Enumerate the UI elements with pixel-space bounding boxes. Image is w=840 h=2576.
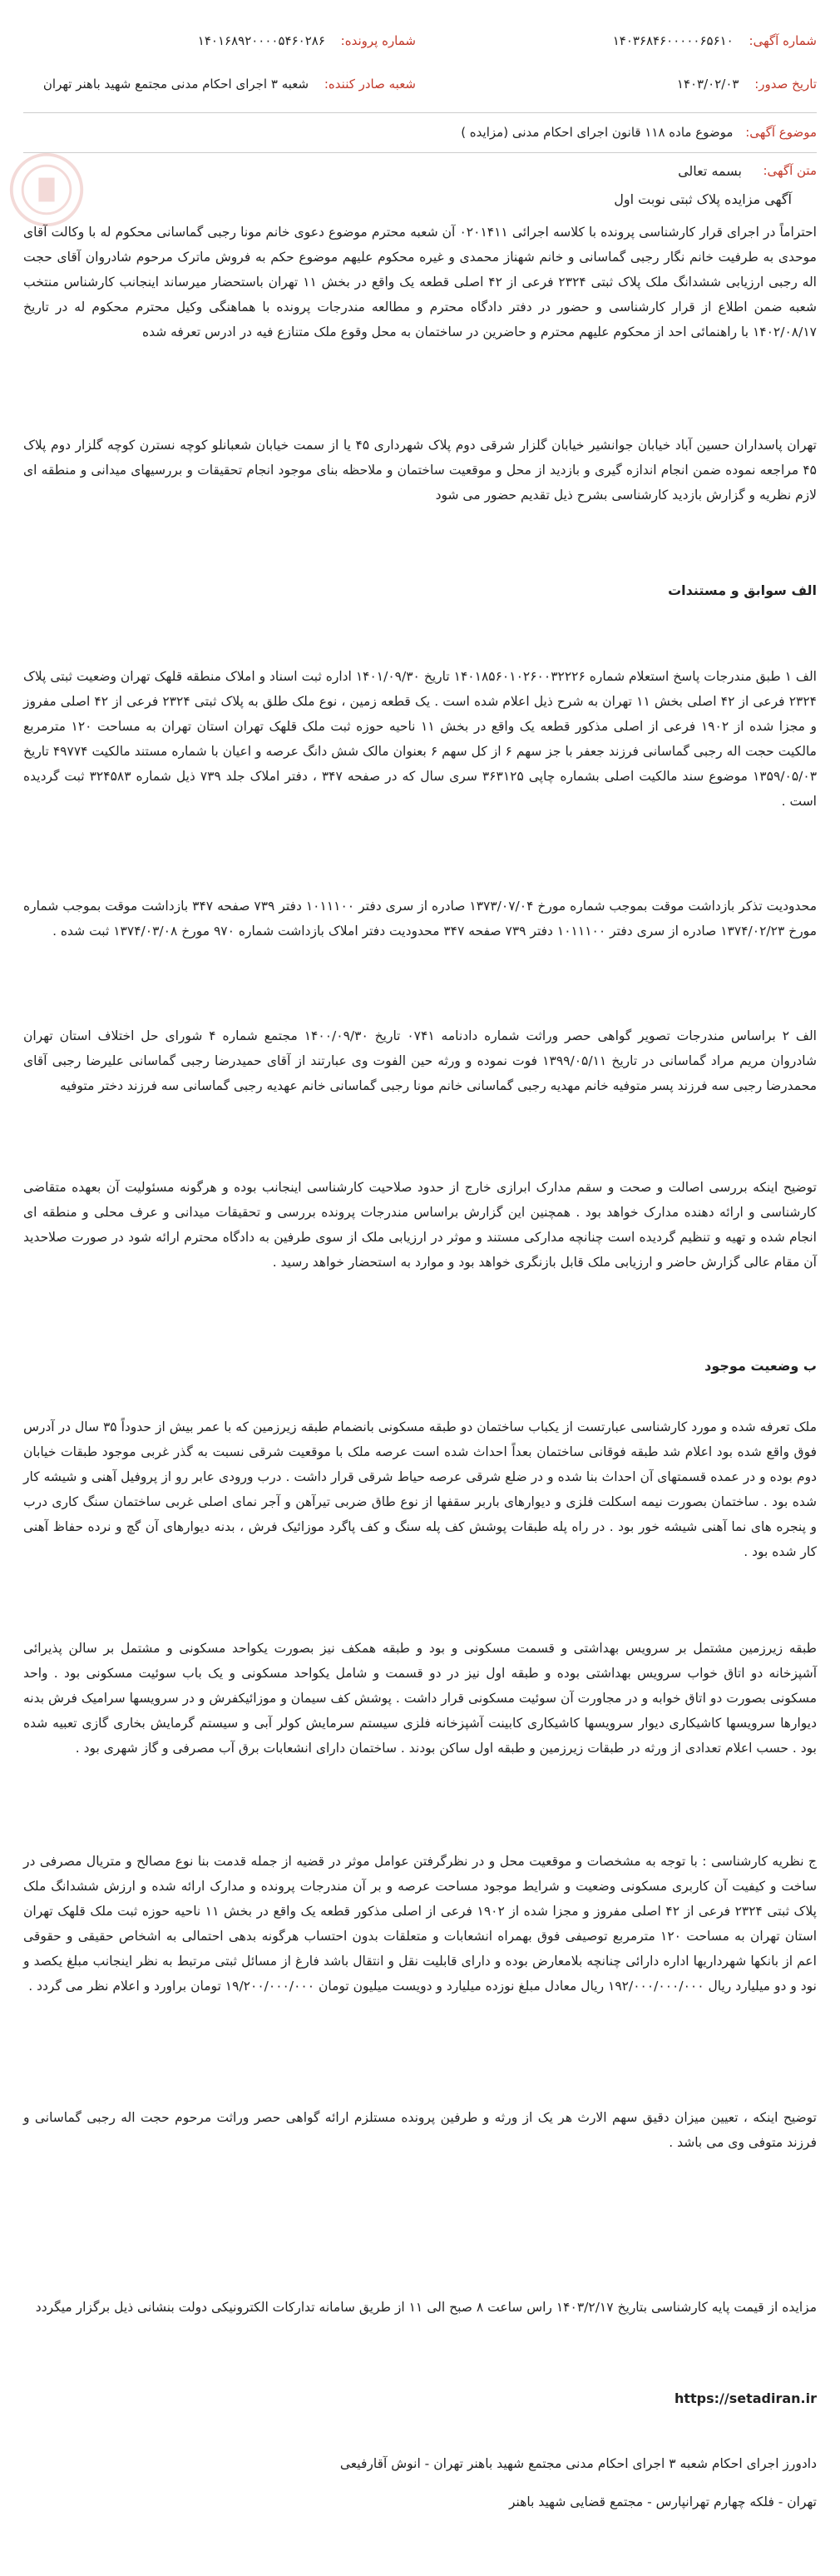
issue-date-label: تاریخ صدور:: [754, 77, 817, 92]
paragraph-inheritance: الف ۲ براساس مندرجات تصویر گواهی حصر وراثت شماره دادنامه ۰۷۴۱ تاریخ ۱۴۰۰/۰۹/۳۰ مجتمع شماره ۴ شورای حل اختلاف استان تهران شادروان مریم مراد گماسانی در تاریخ ۱۳۹۹/۰۵/۱۱ فوت نموده و ورثه حین الفوت وی عبارتند از آقای حمیدرضا رجبی گماسانی علیرضا رجبی آقای محمدرضا رجبی سه فرزند پسر متوفیه خانم مهدیه رجبی گماسانی خانم مونا رجبی گماسانی خانم عهدیه رجبی گماسانی سه فرزند دختر متوفیه: [23, 1028, 817, 1093]
paragraph-intro: احتراماً در اجرای قرار کارشناسی پرونده با کلاسه اجرائی ۰۲۰۱۴۱۱ آن شعبه محترم موضوع دعوی خانم مونا رجبی گماسانی محکوم له با وکالت آقای موحدی به طرفیت خانم نگار رجبی گماسانی و خانم شهناز محمدی و غیره محکوم علیهم موضوع حکم به فروش ماترک مرحوم شادروان آقای حجت اله رجبی ارزیابی ششدانگ ملک پلاک ثبتی ۲۳۲۴ فرعی از ۴۲ اصلی قطعه یک واقع در بخش ۱۱ تهران باستحضار میرساند اینجانب کارشناس منتخب شعبه ضمن اطلاع از قرار کارشناسی و حضور در دفتر دادگاه محترم و مطالعه مندرجات پرونده با هماهنگی وکیل محترم محکوم له در تاریخ ۱۴۰۲/۰۸/۱۷ با راهنمائی احد از محکوم علیهم محترم و حاضرین در ساختمان به محل وقوع ملک متنازع فیه در ادرس تعرفه شده: [23, 225, 817, 339]
paragraph-registry: الف ۱ طبق مندرجات پاسخ استعلام شماره ۱۴۰۱۸۵۶۰۱۰۲۶۰۰۳۲۲۲۶ تاریخ ۱۴۰۱/۰۹/۳۰ اداره ثبت اسناد و املاک منطقه قلهک تهران وضعیت ثبتی پلاک ۲۳۲۴ فرعی از ۴۲ اصلی بخش ۱۱ تهران به شرح ذیل اعلام شده است . یک قطعه زمین ، نوع ملک طلق به پلاک ثبتی ۲۳۲۴ فرعی از ۴۲ اصلی مفروز و مجزا شده از ۱۹۰۲ فرعی از اصلی مذکور قطعه یک واقع در بخش ۱۱ ناحیه حوزه ثبت ملک قلهک تهران استان تهران به مساحت ۱۲۰ مترمربع مالکیت حجت اله رجبی گماسانی فرزند جعفر با جز سهم ۶ از کل سهم ۶ بعنوان مالک شش دانگ عرصه و اعیان با شماره مستند مالکیت ۴۹۷۷۴ تاریخ ۱۳۵۹/۰۵/۰۳ موضوع سند مالکیت اصلی بشماره چاپی ۳۶۳۱۲۵ سری سال که در صفحه ۳۴۷ ، دفتر املاک جلد ۷۳۹ ذیل شماره ۳۲۴۵۸۳ ثبت گردیده است .: [23, 669, 818, 809]
header-divider: [23, 112, 817, 113]
setadiran-link[interactable]: https://setadiran.ir: [674, 2390, 817, 2406]
footer-officer: دادورز اجرای احکام شعبه ۳ اجرای احکام مدنی مجتمع شهید باهنر تهران - انوش آقارفیعی: [339, 2456, 817, 2471]
auction-title: آگهی مزایده پلاک ثبتی نوبت اول: [614, 191, 792, 207]
subject-divider: [23, 152, 817, 153]
issuing-branch-value: شعبه ۳ اجرای احکام مدنی مجتمع شهید باهنر تهران: [42, 77, 309, 92]
text-label: متن آگهی:: [763, 163, 817, 178]
paragraph-address: تهران پاسداران حسین آباد خیابان جوانشیر خیابان گلزار شرقی دوم پلاک شهرداری ۴۵ یا از سمت خیابان شعبانلو کوچه نسترن کوچه گلزار دوم پلاک ۴۵ مراجعه نموده ضمن انجام اندازه گیری و بازدید از محل و موقعیت ساختمان و ملاحظه بنای موجود انجام تحقیقات و بررسیهای میدانی و منطقه ای لازم نظریه و گزارش بازدید کارشناسی بشرح ذیل تقدیم حضور می شود: [23, 438, 817, 503]
subject-field: [23, 125, 817, 140]
header-row-numbers: [0, 33, 840, 63]
case-number-field: [198, 33, 416, 48]
bismillah-heading: بسمه تعالی: [678, 163, 742, 179]
ad-number-field: [613, 33, 817, 48]
paragraph-floors: طبقه زیرزمین مشتمل بر سرویس بهداشتی و قسمت مسکونی و بود و طبقه همکف نیز بصورت یکواحد مسکونی و مشتمل بر سالن پذیرائی آشپزخانه دو اتاق خواب سرویس بهداشتی بوده و طبقه اول نیز در دو قسمت و شامل یکواحد مسکونی و یک باب سوئیت مسکونی بود . واحد مسکونی بصورت دو اتاق خوابه و در مجاورت آن سوئیت مسکونی قرار داشت . پوشش کف سیمان و موزائیکفرش و در سرویسها سرامیک فرش بدنه دیوارها سرویسها کاشیکاری دیوار سرویسها کاشیکاری کابینت آشپزخانه فلزی سیستم سرمایش کولر آبی و سیستم گرمایش بخاری گازی تعبیه شده بود . حسب اعلام تعدادی از ورثه در طبقات زیرزمین و طبقه اول ساکن بودند . ساختمان دارای انشعابات برق آب مصرفی و گاز شهری بود .: [23, 1641, 817, 1756]
subject-label: موضوع آگهی:: [745, 125, 817, 140]
section-b-heading: ب وضعیت موجود: [704, 1358, 817, 1374]
ad-number-label: شماره آگهی:: [749, 33, 817, 48]
paragraph-heirs-note: توضیح اینکه ، تعیین میزان دقیق سهم الارث هر یک از ورثه و طرفین پرونده مستلزم ارائه گواهی حصر وراثت مرحوم حجت اله رجبی گماسانی و فرزند متوفی وی می باشد .: [23, 2110, 817, 2150]
issue-date-field: [677, 77, 817, 92]
issue-date-value: ۱۴۰۳/۰۲/۰۳: [676, 77, 739, 92]
paragraph-restrictions: محدودیت تذکر بازداشت موقت بموجب شماره مورخ ۱۳۷۳/۰۷/۰۴ صادره از سری دفتر ۱۰۱۱۱۰۰ دفتر ۷۳۹ صفحه ۳۴۷ بازداشت موقت بموجب شماره مورخ ۱۳۷۴/۰۲/۲۳ صادره از سری دفتر ۱۰۱۱۱۰۰ دفتر ۷۳۹ صفحه ۳۴۷ محدودیت دفتر املاک بازداشت شماره ۹۷۰ مورخ ۱۳۷۴/۰۳/۰۸ ثبت شده .: [23, 899, 817, 939]
issuing-branch-label: شعبه صادر کننده:: [324, 77, 416, 92]
case-number-label: شماره پرونده:: [340, 33, 416, 48]
issuing-branch-field: [43, 77, 416, 92]
ad-number-value: ۱۴۰۳۶۸۴۶۰۰۰۰۰۶۵۶۱۰: [612, 33, 734, 48]
footer-address: تهران - فلکه چهارم تهرانپارس - مجتمع قضایی شهید باهنر: [509, 2494, 817, 2509]
paragraph-disclaimer: توضیح اینکه بررسی اصالت و صحت و سقم مدارک ابرازی خارج از حدود صلاحیت کارشناسی اینجانب بوده و هرگونه مسئولیت آن بعهده متقاضی کارشناسی و ارائه دهنده مدارک خواهد بود . همچنین این گزارش براساس مندرجات پرونده بررسی و تحقیقات میدانی و عرف محلی و منطقه ای انجام شده و تهیه و تنظیم گردیده است چنانچه مدارکی مستند و موثر در ارزیابی ملک از سوی طرفین به دادگاه محترم ارائه شود در صورت صلاحدید آن مقام عالی گزارش حاضر و ارزیابی ملک قابل بازنگری خواهد بود و موارد به استحضار خواهد رسید .: [23, 1180, 817, 1270]
paragraph-valuation: ج نظریه کارشناسی : با توجه به مشخصات و موقعیت محل و در نظرگرفتن عوامل موثر در قضیه از جمله قدمت بنا نوع مصالح و متریال مصرفی در ساخت و کیفیت آن کاربری مسکونی وضعیت و شرایط موجود مساحت عرصه و بر آن مندرجات پرونده و مدارک ارائه شده و ارزش ششدانگ ملک پلاک ثبتی ۲۳۲۴ فرعی از ۴۲ اصلی مفروز و مجزا شده از ۱۹۰۲ فرعی از اصلی مذکور قطعه یک واقع در بخش ۱۱ ناحیه حوزه ثبت ملک قلهک تهران استان تهران به مساحت ۱۲۰ مترمربع توصیفی فوق بهمراه انشعابات و متعلقات بدون احتساب هرگونه بدهی احتمالی به اشخاص حقیقی و حقوقی اعم از بانکها شهرداریها اداره دارائی چنانچه بلامعارض بوده و دارای قابلیت نقل و انتقال باشد فارغ از مسائل ثبتی مرتبط به نظر اینجانب مبلغ یکصد و نود و دو میلیارد ریال ۱۹۲/۰۰۰/۰۰۰/۰۰۰ ریال معادل مبلغ نوزده میلیارد و دویست میلیون تومان ۱۹/۲۰۰/۰۰۰/۰۰۰ تومان براورد و اعلام نظر می گردد .: [23, 1854, 817, 1994]
paragraph-auction-time: مزایده از قیمت پایه کارشناسی بتاریخ ۱۴۰۳/۲/۱۷ راس ساعت ۸ صبح الی ۱۱ از طریق سامانه تدارکات الکترونیکی دولت بنشانی ذیل برگزار میگردد: [35, 2300, 817, 2315]
subject-value: موضوع ماده ۱۱۸ قانون اجرای احکام مدنی (مزایده ): [461, 125, 734, 140]
section-a-heading: الف سوابق و مستندات: [668, 582, 817, 598]
paragraph-building: ملک تعرفه شده و مورد کارشناسی عبارتست از یکباب ساختمان دو طبقه مسکونی بانضمام طبقه زیرزمین که با عمر بیش از حدوداً ۳۵ سال در آدرس فوق واقع شده بود اعلام شد طبقه فوقانی ساختمان بعداً احداث شده است عرصه ملک با موقعیت شرقی نسبت به گذر غربی موجود طبقات خیابان دوم بوده و در عمده قسمتهای آن احداث بنا شده و در ضلع شرقی عرصه حیاط شرقی قرار داشت . درب ورودی عابر رو از پروفیل آهنی و شیشه کار شده بود . ساختمان بصورت نیمه اسکلت فلزی و دیوارهای باربر سقفها از نوع طاق ضربی تیرآهن و آجر نمای اصلی غربی ساختمان سنگ کاری درب و پنجره های نما آهنی شیشه خور بود . در راه پله طبقات پوشش کف پله سنگ و کف پاگرد موزائیک فرش ، بدنه دیوارهای آن گچ و نرده حفاظ آهنی کار شده بود .: [23, 1419, 817, 1559]
header-row-dates: [0, 77, 840, 107]
case-number-value: ۱۴۰۱۶۸۹۲۰۰۰۰۵۴۶۰۲۸۶: [197, 33, 325, 48]
seal-watermark-icon: [7, 150, 86, 230]
